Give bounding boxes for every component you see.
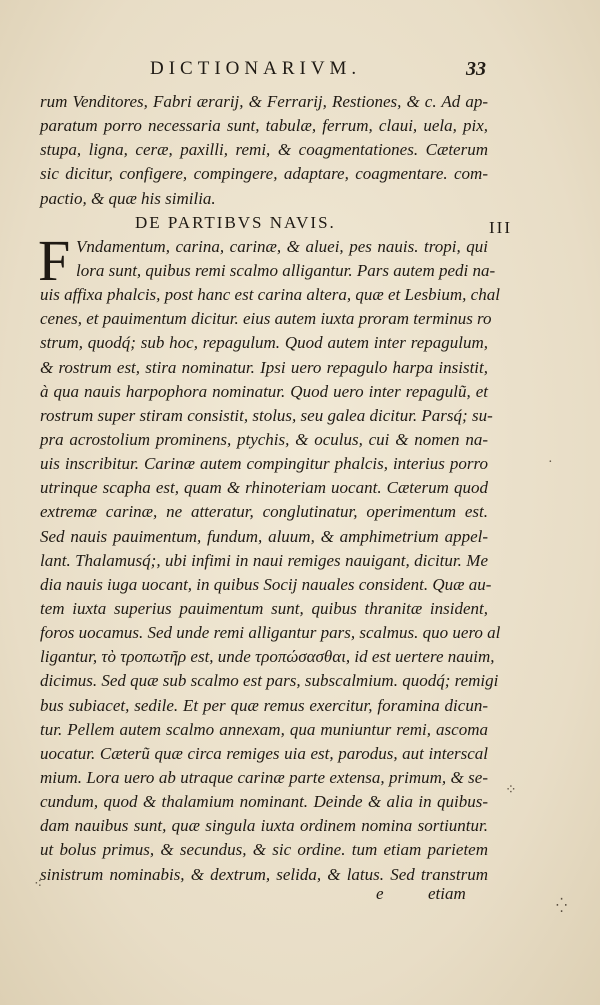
text-line: foros uocamus. Sed unde remi alligantur pars, scalmus. quo uero al: [40, 623, 501, 643]
text-line: rum Venditores, Fabri ærarij, & Ferrarij, Restiones, & c. Ad ap-: [40, 92, 488, 111]
text-line: ligantur, τὸ τροπωτῆρ est, unde τροπώσασθαι, id est uertere nauim,: [40, 647, 495, 667]
text-line: uis inscribitur. Carinæ autem compingitur phalcis, interius porro: [40, 454, 488, 474]
text-line: tem iuxta superius pauimentum sunt, quibus thranitæ insident,: [40, 598, 488, 618]
text-line: mium. Lora uero ab utraque carinæ parte extensa, primum, & se-: [40, 767, 488, 787]
text-line: dam nauibus sunt, quæ singula iuxta ordinem nomina sortiuntur.: [40, 816, 488, 836]
running-head: [0, 56, 600, 86]
text-line: pra acrostolium prominens, ptychis, & oculus, cui & nomen na-: [40, 429, 488, 449]
running-title: DICTIONARIVM.: [150, 58, 362, 79]
text-line: Vndamentum, carina, carinæ, & aluei, pes nauis. tropi, qui: [76, 236, 488, 256]
text-line: cundum, quod & thalamium nominant. Deinde & alia in quibus-: [40, 792, 488, 812]
page-number: 33: [466, 58, 486, 80]
text-line: stupa, ligna, ceræ, paxilli, remi, & coagmentationes. Cæterum: [40, 140, 488, 160]
text-line: paratum porro necessaria sunt, tabulæ, ferrum, claui, uela, pix,: [40, 116, 488, 136]
ink-speck: ⁘: [505, 783, 517, 798]
section-heading: DE PARTIBVS NAVIS.: [135, 212, 336, 232]
text-line: à qua nauis harpophora nominatur. Quod uero inter repagulũ, et: [40, 381, 488, 401]
ink-speck: ⁖: [34, 877, 43, 892]
text-line: & rostrum est, stira nominatur. Ipsi uero repagulo harpa insistit,: [40, 357, 488, 377]
ink-speck: ·: [548, 455, 553, 470]
drop-initial: F: [38, 227, 71, 293]
signature-mark: e: [376, 884, 384, 903]
text-line: lora sunt, quibus remi scalmo alligantur. Pars autem pedi na-: [76, 260, 496, 280]
paragraph-opening: [38, 227, 496, 293]
text-line: sic dicitur, configere, compingere, adaptare, coagmentare. com-: [40, 164, 488, 184]
text-line: tur. Pellem autem scalmo annexam, qua muniuntur remi, ascoma: [40, 719, 488, 739]
text-line: Sed nauis pauimentum, fundum, aluum, & amphimetrium appel-: [40, 526, 488, 546]
text-line: bus subiacet, sedile. Et per quæ remus exercitur, foramina dicun-: [40, 695, 488, 715]
text-line: utrinque scapha est, quam & rhinoteriam uocant. Cæterum quod: [40, 478, 488, 498]
chapter-number: III: [489, 218, 512, 237]
catchword-line: [376, 884, 476, 908]
text-line: ut bolus primus, & secundus, & sic ordine. tum etiam parietem: [40, 840, 488, 860]
catchword: etiam: [428, 884, 466, 903]
text-line: sinistrum nominabis, & dextrum, selida, & latus. Sed transtrum: [40, 864, 488, 884]
text-line: rostrum super stiram consistit, stolus, seu galea dicitur. Parsq́; su-: [40, 405, 493, 425]
text-line: dia nauis iuga uocant, in quibus Socij nauales consident. Quæ au-: [40, 574, 492, 594]
text-line: uocatur. Cæterũ quæ circa remiges uia est, parodus, aut interscal: [40, 743, 488, 763]
text-line: strum, quodq́; sub hoc, repagulum. Quod autem inter repagulum,: [40, 333, 488, 353]
text-line: pactio, & quæ his similia.: [40, 188, 216, 208]
text-line: lant. Thalamusq́;, ubi infimi in naui remiges nauigant, dicitur. Me: [40, 550, 488, 570]
text-line: uis affixa phalcis, post hanc est carina altera, quæ et Lesbium, chal: [40, 285, 500, 305]
text-line: cenes, et pauimentum dicitur. eius autem iuxta proram terminus ro: [40, 309, 492, 329]
text-line: dicimus. Sed quæ sub scalmo est pars, subscalmium. quodq́; remigi: [40, 671, 499, 691]
text-line: extremæ carinæ, ne atteratur, conglutinatur, operimentum est.: [40, 502, 488, 522]
ink-speck: ⁛: [556, 899, 568, 914]
